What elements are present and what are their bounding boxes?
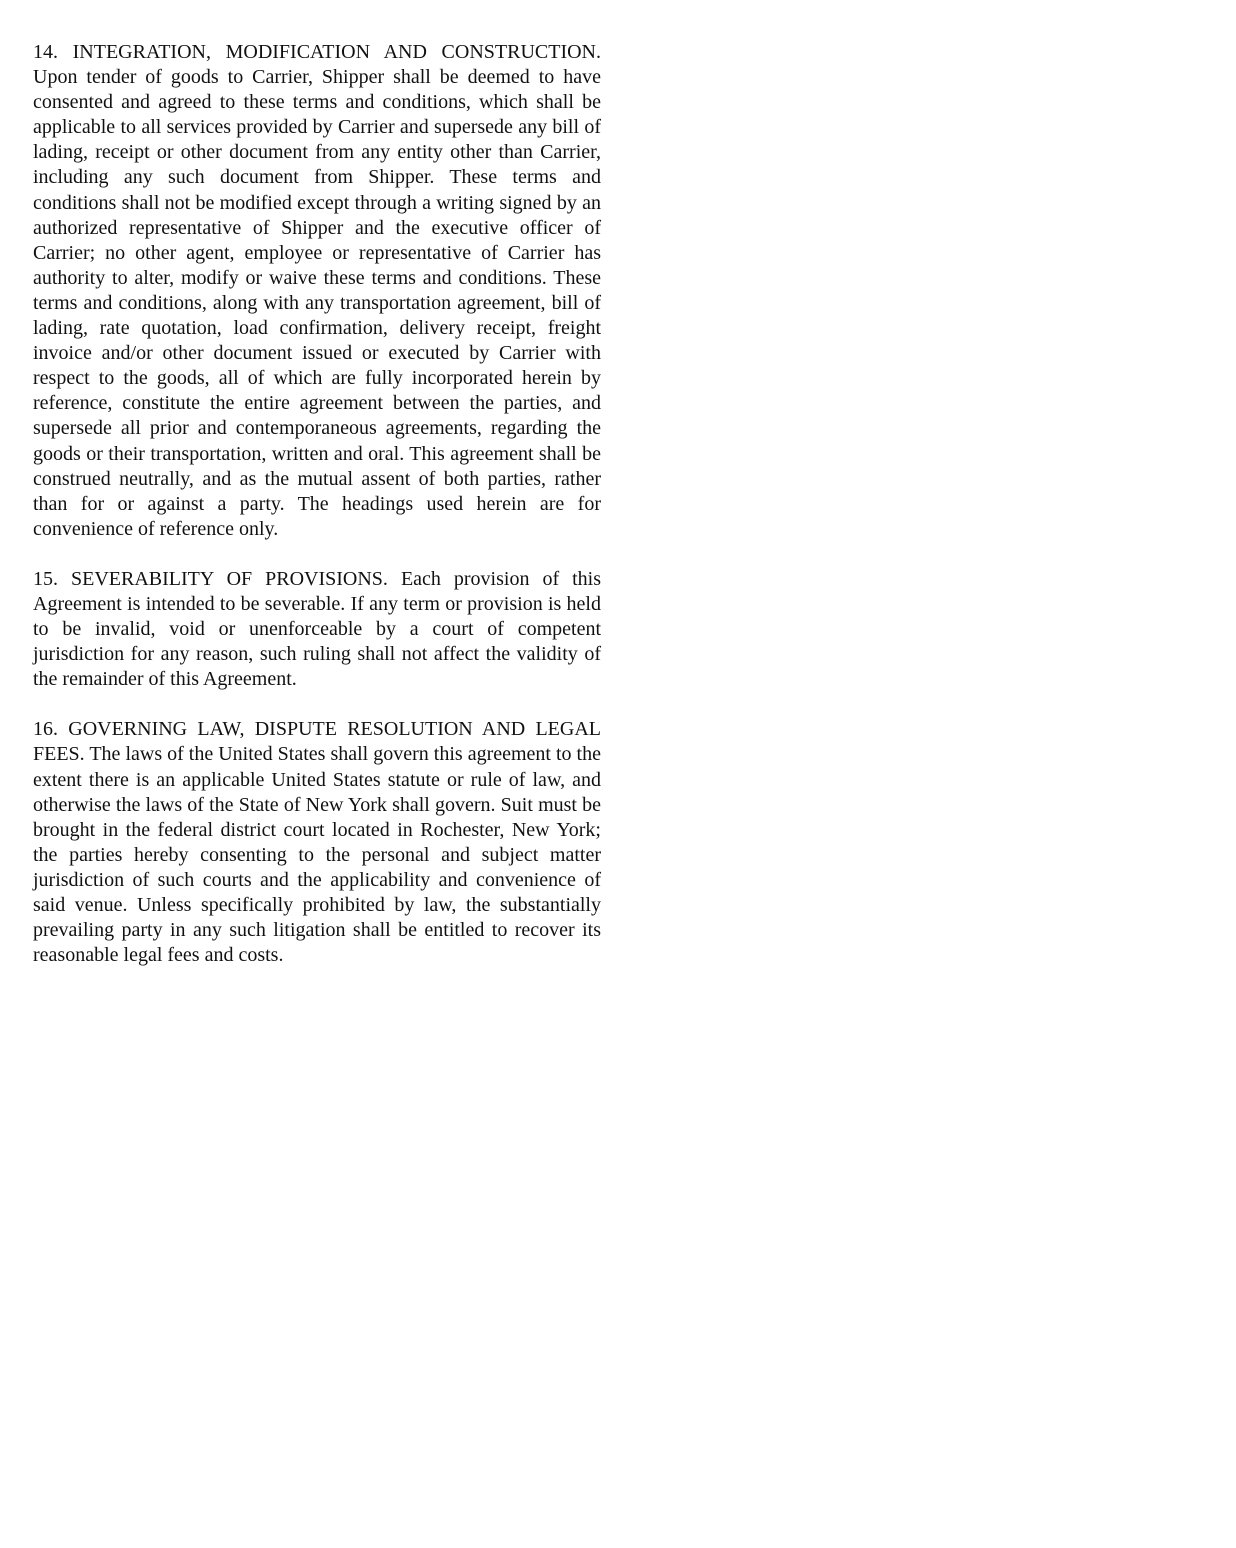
section-severability-of-provisions <box>33 567 601 692</box>
section-body: The laws of the United States shall govern this agreement to the extent there is an applicable United States statute or rule of law, and otherwise the laws of the State of New York shall govern. Suit must be brought in the federal district court located in Rochester, New York; the parties hereby consenting to the personal and subject matter jurisdiction of such courts and the applicability and convenience of said venue. Unless specifically prohibited by law, the substantially prevailing party in any such litigation shall be entitled to recover its reasonable legal fees and costs. <box>33 743 601 967</box>
section-body: Each provision of this Agreement is intended to be severable. If any term or provision is held to be invalid, void or unenforceable by a court of competent jurisdiction for any reason, such ruling shall not affect the validity of the remainder of this Agreement. <box>33 567 602 691</box>
section-heading: 14. INTEGRATION, MODIFICATION AND CONSTRUCTION. <box>33 41 601 63</box>
section-heading: 16. GOVERNING LAW, DISPUTE RESOLUTION AND LEGAL FEES. <box>33 718 601 766</box>
section-body: Upon tender of goods to Carrier, Shipper shall be deemed to have consented and agreed to these terms and conditions, which shall be applicable to all services provided by Carrier and supersede any bill of lading, receipt or other document from any entity other than Carrier, including any such document from Shipper. These terms and conditions shall not be modified except through a writing signed by an authorized representative of Shipper and the executive officer of Carrier; no other agent, employee or representative of Carrier has authority to alter, modify or waive these terms and conditions. These terms and conditions, along with any transportation agreement, bill of lading, rate quotation, load confirmation, delivery receipt, freight invoice and/or other document issued or executed by Carrier with respect to the goods, all of which are fully incorporated herein by reference, constitute the entire agreement between the parties, and supersede all prior and contemporaneous agreements, regarding the goods or their transportation, written and oral. This agreement shall be construed neutrally, and as the mutual assent of both parties, rather than for or against a party. The headings used herein are for convenience of reference only. <box>33 66 601 540</box>
section-integration-modification-construction <box>33 40 601 542</box>
section-heading: 15. SEVERABILITY OF PROVISIONS. <box>33 567 388 590</box>
section-governing-law-dispute-resolution <box>33 717 601 968</box>
document-page <box>33 40 601 968</box>
